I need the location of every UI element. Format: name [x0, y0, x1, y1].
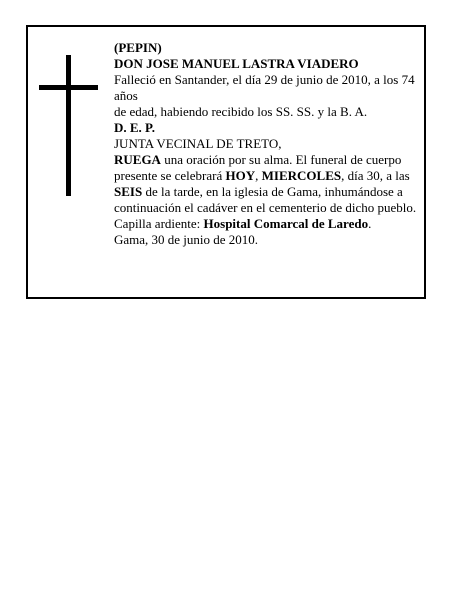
funeral-paragraph: RUEGA una oración por su alma. El funeral de cuerpo presente se celebrará HOY, MIERCOLES, día 30, a las SEIS de la tarde, en la iglesia de Gama, inhumándose a continuación el cadáver en el cementerio de dicho pueblo. Capilla ardiente: Hospital Comarcal de Laredo.	[114, 152, 417, 231]
place-date-line: Gama, 30 de junio de 2010.	[114, 232, 259, 247]
death-line: Falleció en Santander, el día 29 de junio de 2010, a los 74 años	[114, 72, 415, 103]
weekday-word: MIERCOLES	[261, 168, 342, 183]
notice-text	[114, 40, 420, 248]
chapel-name: Hospital Comarcal de Laredo	[203, 216, 369, 231]
deceased-alias: (PEPIN)	[114, 40, 162, 55]
family-line: JUNTA VECINAL DE TRETO,	[114, 136, 282, 151]
rip-line: D. E. P.	[114, 120, 156, 135]
deceased-name: DON JOSE MANUEL LASTRA VIADERO	[114, 56, 359, 71]
cross-vertical-bar	[66, 55, 71, 196]
hour-word: SEIS	[114, 184, 143, 199]
sacraments-line: de edad, habiendo recibido los SS. SS. y la B. A.	[114, 104, 368, 119]
obituary-notice	[26, 25, 426, 299]
hoy-word: HOY	[225, 168, 256, 183]
cross-horizontal-bar	[39, 85, 98, 90]
ruega-word: RUEGA	[114, 152, 161, 167]
